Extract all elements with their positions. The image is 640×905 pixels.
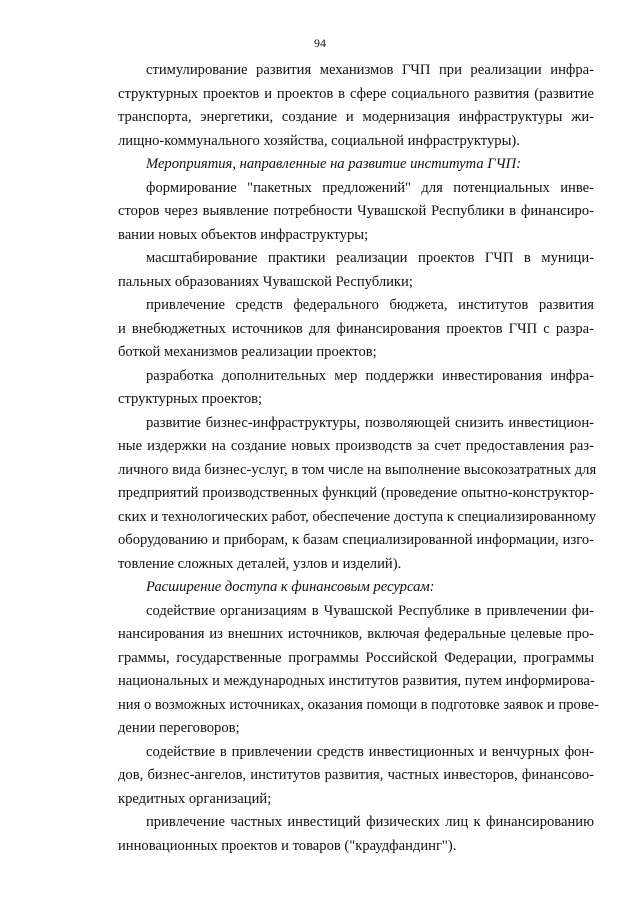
paragraph-line: сторов через выявление потребности Чувашской Республики в финансиро- xyxy=(118,203,594,219)
paragraph-line: граммы, государственные программы Российской Федерации, программы xyxy=(118,649,594,666)
paragraph-line: масштабирование практики реализации проектов ГЧП в муници- xyxy=(146,250,594,266)
paragraph-line: развитие бизнес-инфраструктуры, позволяющей снизить инвестицион- xyxy=(146,414,594,431)
paragraph-line: кредитных организаций; xyxy=(118,790,272,807)
section-heading: Расширение доступа к финансовым ресурсам: xyxy=(146,579,435,595)
paragraph-line: формирование "пакетных предложений" для потенциальных инве- xyxy=(146,179,594,196)
paragraph-line: инновационных проектов и товаров ("краудфандинг"). xyxy=(118,837,457,854)
paragraph-line: структурных проектов; xyxy=(118,391,263,407)
paragraph-line: привлечение средств федерального бюджета, институтов развития xyxy=(146,297,594,313)
paragraph-line: структурных проектов и проектов в сфере социального развития (развитие xyxy=(118,85,594,102)
document-body xyxy=(118,59,599,858)
page-number: 94 xyxy=(314,36,326,50)
paragraph-line: национальных и международных институтов развития, путем информирова- xyxy=(118,673,595,689)
paragraph-line: лищно-коммунального хозяйства, социальной инфраструктуры). xyxy=(118,132,520,149)
paragraph-line: стимулирование развития механизмов ГЧП при реализации инфра- xyxy=(146,62,594,78)
paragraph-line: нансирования из внешних источников, включая федеральные целевые про- xyxy=(118,626,594,642)
paragraph-line: товление сложных деталей, узлов и изделий). xyxy=(118,555,402,572)
paragraph-line: дов, бизнес-ангелов, институтов развития, частных инвесторов, финансово- xyxy=(118,767,594,783)
paragraph-line: разработка дополнительных мер поддержки инвестирования инфра- xyxy=(146,367,594,384)
paragraph-line: оборудованию и приборам, к базам специализированной информации, изго- xyxy=(118,532,594,548)
paragraph-line: предприятий производственных функций (проведение опытно-конструктор- xyxy=(118,485,594,501)
paragraph-line: и внебюджетных источников для финансирования проектов ГЧП с разра- xyxy=(118,320,594,337)
paragraph-line: пальных образованиях Чувашской Республики; xyxy=(118,273,413,290)
paragraph-line: боткой механизмов реализации проектов; xyxy=(118,344,377,360)
paragraph-line: ные издержки на создание новых производств за счет предоставления раз- xyxy=(118,438,594,454)
paragraph-line: личного вида бизнес-услуг, в том числе на выполнение высокозатратных для xyxy=(118,461,597,478)
paragraph-line: вании новых объектов инфраструктуры; xyxy=(118,226,369,243)
paragraph-line: дении переговоров; xyxy=(118,720,240,736)
paragraph-line: ских и технологических работ, обеспечение доступа к специализированному xyxy=(118,508,597,525)
paragraph-line: содействие организациям в Чувашской Республике в привлечении фи- xyxy=(146,602,594,619)
paragraph-line: содействие в привлечении средств инвестиционных и венчурных фон- xyxy=(146,743,594,760)
paragraph-line: привлечение частных инвестиций физических лиц к финансированию xyxy=(146,814,594,830)
section-heading: Мероприятия, направленные на развитие института ГЧП: xyxy=(146,156,522,172)
paragraph-line: ния о возможных источниках, оказания помощи в подготовке заявок и прове- xyxy=(118,696,599,713)
paragraph-line: транспорта, энергетики, создание и модернизация инфраструктуры жи- xyxy=(118,109,594,125)
